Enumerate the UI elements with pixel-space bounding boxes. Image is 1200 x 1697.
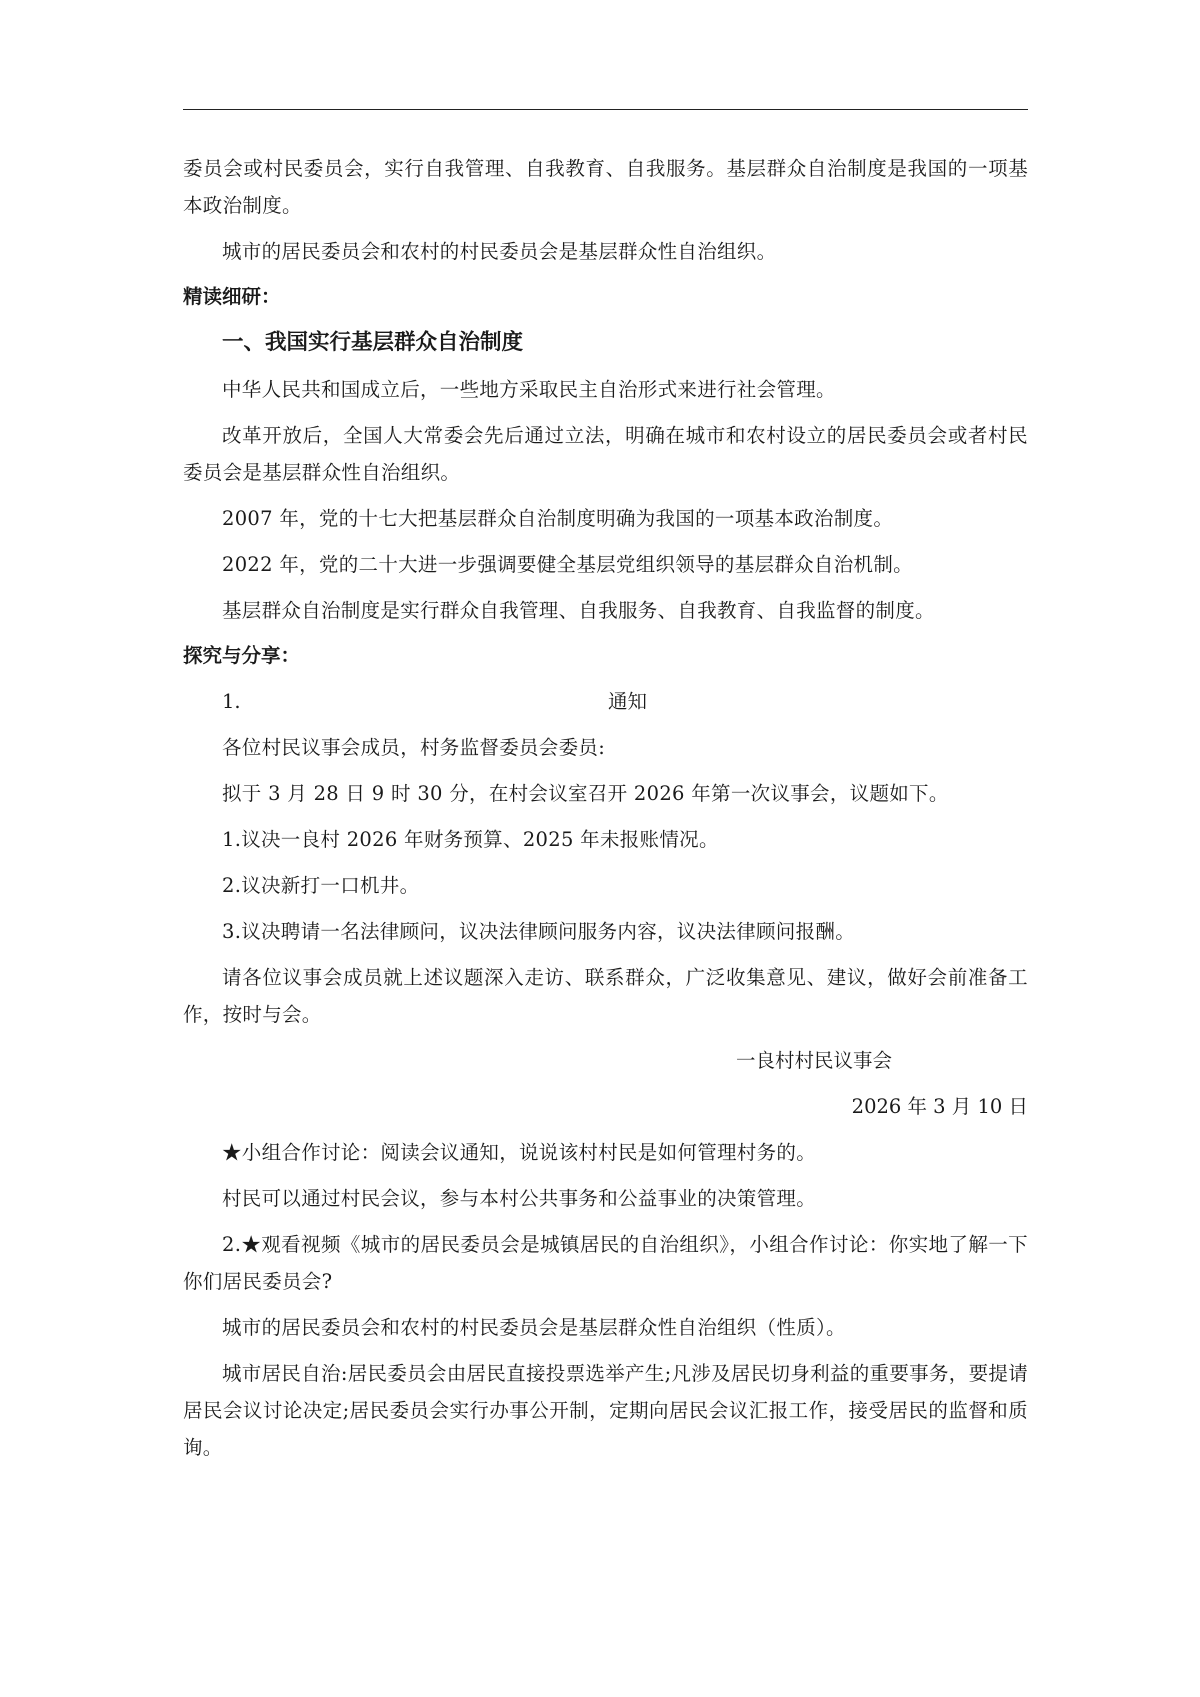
paragraph-read-2: 改革开放后，全国人大常委会先后通过立法，明确在城市和农村设立的居民委员会或者村民委员会是基层群众性自治组织。 (183, 424, 1028, 484)
discussion-answer-3: 城市居民自治:居民委员会由居民直接投票选举产生;凡涉及居民切身利益的重要事务，要提请居民会议讨论决定;居民委员会实行办事公开制，定期向居民会议汇报工作，接受居民的监督和质询。 (183, 1362, 1028, 1459)
document-page (183, 0, 1028, 1697)
discussion-answer-1: 村民可以通过村民会议，参与本村公共事务和公益事业的决策管理。 (222, 1187, 817, 1210)
notice-signature: 一良村村民议事会 (736, 1049, 893, 1072)
subheading-1: 一、我国实行基层群众自治制度 (222, 330, 524, 355)
paragraph-read-4: 2022 年，党的二十大进一步强调要健全基层党组织领导的基层群众自治机制。 (222, 553, 913, 576)
discussion-prompt-1: ★小组合作讨论：阅读会议通知，说说该村村民是如何管理村务的。 (222, 1141, 817, 1164)
paragraph-read-3: 2007 年，党的十七大把基层群众自治制度明确为我国的一项基本政治制度。 (222, 507, 894, 530)
notice-salutation: 各位村民议事会成员，村务监督委员会委员: (222, 736, 606, 759)
notice-date: 2026 年 3 月 10 日 (851, 1095, 1028, 1118)
notice-number: 1. (222, 690, 241, 713)
notice-item-3: 3.议决聘请一名法律顾问，议决法律顾问服务内容，议决法律顾问报酬。 (222, 920, 856, 943)
paragraph-read-5: 基层群众自治制度是实行群众自我管理、自我服务、自我教育、自我监督的制度。 (222, 599, 935, 622)
header-rule (183, 109, 1028, 110)
discussion-answer-2: 城市的居民委员会和农村的村民委员会是基层群众性自治组织（性质）。 (222, 1316, 846, 1339)
paragraph-read-1: 中华人民共和国成立后，一些地方采取民主自治形式来进行社会管理。 (222, 378, 836, 401)
notice-item-1: 1.议决一良村 2026 年财务预算、2025 年未报账情况。 (222, 828, 719, 851)
notice-intro: 拟于 3 月 28 日 9 时 30 分，在村会议室召开 2026 年第一次议事会，议题如下。 (222, 782, 949, 805)
document-body (183, 150, 1028, 1475)
section-heading-explore: 探究与分享： (183, 644, 301, 667)
section-heading-read: 精读细研： (183, 285, 281, 308)
notice-heading (183, 683, 1028, 720)
notice-item-2: 2.议决新打一口机井。 (222, 874, 420, 897)
paragraph-summary: 城市的居民委员会和农村的村民委员会是基层群众性自治组织。 (222, 240, 777, 263)
notice-closing: 请各位议事会成员就上述议题深入走访、联系群众，广泛收集意见、建议，做好会前准备工作，按时与会。 (183, 966, 1028, 1026)
discussion-prompt-2: 2.★观看视频《城市的居民委员会是城镇居民的自治组织》，小组合作讨论：你实地了解一下你们居民委员会? (183, 1233, 1028, 1293)
paragraph-continuation: 委员会或村民委员会，实行自我管理、自我教育、自我服务。基层群众自治制度是我国的一项基本政治制度。 (183, 157, 1028, 217)
notice-title: 通知 (608, 690, 648, 713)
